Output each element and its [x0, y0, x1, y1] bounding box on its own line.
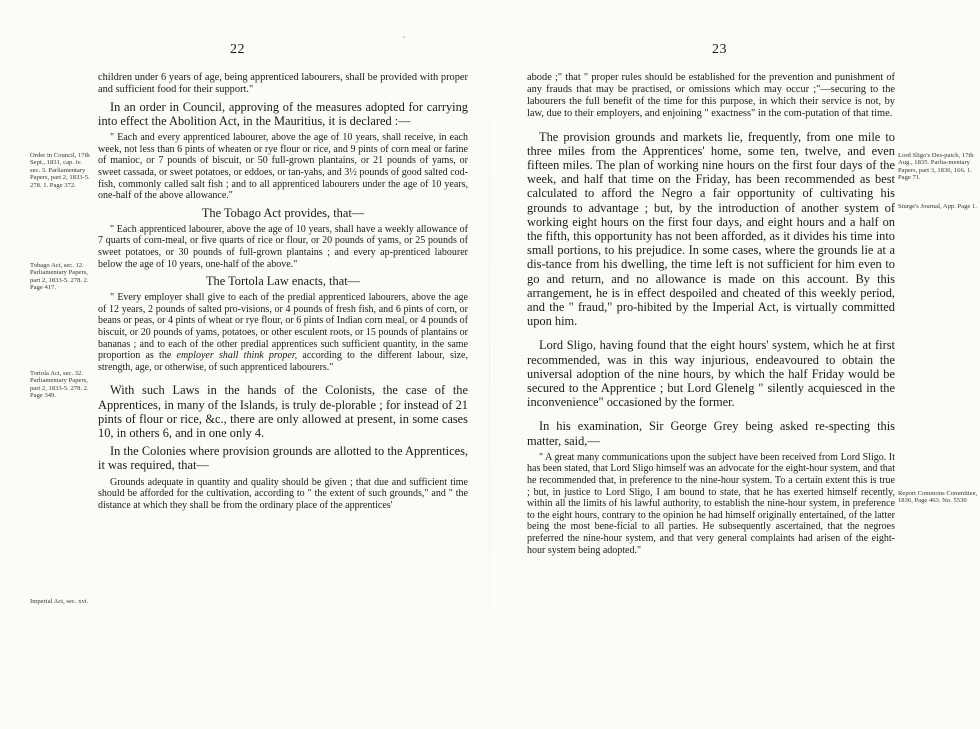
block-quote [98, 292, 468, 373]
paragraph: With such Laws in the hands of the Colonists, the case of the Apprentices, in many of the Islands, is truly de-plorable ; for instead of 21 pints of flour or rice, &c., there are only allowed at present, in some cases 10, in others 6, and in one only 4. [98, 383, 468, 440]
page-number: 22 [230, 42, 245, 57]
section-heading: The Tortola Law enacts, that— [205, 274, 361, 289]
ink-mark: ˝ [402, 36, 406, 45]
block-quote: " Each apprenticed labourer, above the age of 10 years, shall have a weekly allowance of 7 quarts of corn-meal, or five quarts of rice or flour, or 20 pounds of yams, or 25 pounds of sweet potatoes, or 30 pounds of full-grown plantains ; and every ap-prenticed labourer below the age of 10 years, one-half of the above." [98, 223, 468, 270]
quote-text: " Every employer shall give to each of the predial apprenticed labourers, above the age of 12 years, 2 pounds of salted pro-visions, or 4 pounds of fresh fish, and 6 pints of corn, or beans or peas, or 4 pints of wheat or rye flour, or 6 pints of Indian corn meal, or 4 pounds of biscuit, or 20 pounds of yams, potatoes, or other esculent roots, or 15 pounds of plantains or bananas ; and to each of the other predial apprentices such sufficient quantity, in the same proportion as the [98, 292, 468, 362]
margin-note: Report Commons Committee, 1836, Page 463. No. 5530 [898, 490, 978, 505]
right-page [490, 0, 980, 729]
section-heading: The Tobago Act provides, that— [201, 205, 365, 220]
quote-emphasis: employer shall think proper, [176, 350, 298, 362]
paragraph: In his examination, Sir George Grey being asked re-specting this matter, said,— [527, 419, 895, 448]
margin-note: Lord Sligo's Des-patch, 17th Aug., 1835. Parlia-mentary Papers, part 3, 1836, 166. 1. Page 71. [898, 152, 974, 182]
paragraph: The provision grounds and markets lie, frequently, from one mile to three miles from the Apprentices' home, some ten, twelve, and even fifteen miles. The plan of working nine hours on the first four days of the week, and half that time on the Friday, has been recommended as best calculated to afford the Negro a fair opportunity of cultivating his grounds to advantage ; but, by the introduction of another system of working eight hours on the first four days, and eight hours and a half on the fifth, this opportunity has not been afforded, as it divides his time into small portions, to his prejudice. In some cases, where the grounds lie at a dis-tance from his dwelling, the time left is not sufficient for him even to go and return, and no allowance is made on this account. By this arrangement, he is in effect despoiled and cheated of this weekly period, and the " fraud," pro-hibited by the Imperial Act, is virtually committed upon him. [527, 129, 895, 329]
paragraph: children under 6 years of age, being apprenticed labourers, shall be provided with proper and sufficient food for their support." [98, 72, 468, 95]
body-text [98, 72, 468, 515]
block-quote: " A great many communications upon the subject have been received from Lord Sligo. It has been stated, that Lord Sligo himself was an advocate for the eight-hour system, and that he recommended that, in preference to the nine-hour system. To a certain extent this is true ; but, in justice to Lord Sligo, I am bound to state, that he has exerted himself recently, within all the limits of his lawful authority, to establish the nine-hour system, in preference to the eight hours, contrary to the opinion he had himself originally entertained, of the latter being the most bene-ficial to all parties. He subsequently ascertained, that the negroes preferred the nine-hour system, and that very general complaints had arisen of the eight-hour system being adopted." [527, 451, 895, 556]
paragraph: In an order in Council, approving of the measures adopted for carrying into effect the Abolition Act, in the Mauritius, it is declared :— [98, 99, 468, 129]
margin-note: Imperial Act, sec. xvi. [30, 598, 89, 605]
margin-note: Tortola Act, sec. 32. Parliamentary Papers, part 2, 1833-5. 278. 2. Page 349. [30, 370, 89, 400]
body-text [527, 72, 895, 560]
paragraph: In the Colonies where provision grounds are allotted to the Apprentices, it was required, that— [98, 444, 468, 473]
margin-note: Tobago Act, sec. 12. Parliamentary Papers, part 2, 1833-5. 278. 2. Page 417. [30, 262, 89, 292]
block-quote: Grounds adequate in quantity and quality should be given ; that due and sufficient time should be afforded for the cultivation, according to " the extent of such grounds," and " the distance at which they shall be from the ordinary place of the apprentices' [98, 476, 468, 511]
paragraph: Lord Sligo, having found that the eight hours' system, which he at first recommended, was in this way injurious, endeavoured to obtain the universal adoption of the nine hours, by which the half Friday would be secured to the Apprentice ; but Lord Glenelg " silently acquiesced in the inconvenience" occasioned by the former. [527, 338, 895, 410]
block-quote: " Each and every apprenticed labourer, above the age of 10 years, shall receive, in each week, not less than 6 pints of wheaten or rye flour or rice, and 9 pints of corn meal or farine of manioc, or 7 pounds of biscuit, or 50 full-grown plantains, or 21 pounds of yams, or sweet cassada, or sweet potatoes, or eddoes, or tan-yahs, and 3½ pounds of good salted cod-fish, commonly called salt fish ; and to all apprenticed labourers under the age of 10 years, one-half of the above allowance." [98, 132, 468, 202]
margin-note: Order in Council, 17th Sept., 1831, cap. iv. sec. 3. Parliamentary Papers, part 2, 1833-5. 278. 1. Page 372. [30, 152, 90, 189]
paragraph: abode ;" that " proper rules should be established for the prevention and punishment of any frauds that may be practised, or omissions which may occur ;"—securing to the labourers the full benefit of the time for this purpose, in which their service is not, by law, due to their employers, and enjoining " exactness" in the com-putation of that time. [527, 72, 895, 119]
quote-text: according to the different labour, size, strength, age, or otherwise, of such apprenticed labourers." [98, 350, 468, 373]
margin-note: Sturge's Journal, App. Page 1. [898, 203, 977, 210]
page-number: 23 [712, 42, 727, 57]
